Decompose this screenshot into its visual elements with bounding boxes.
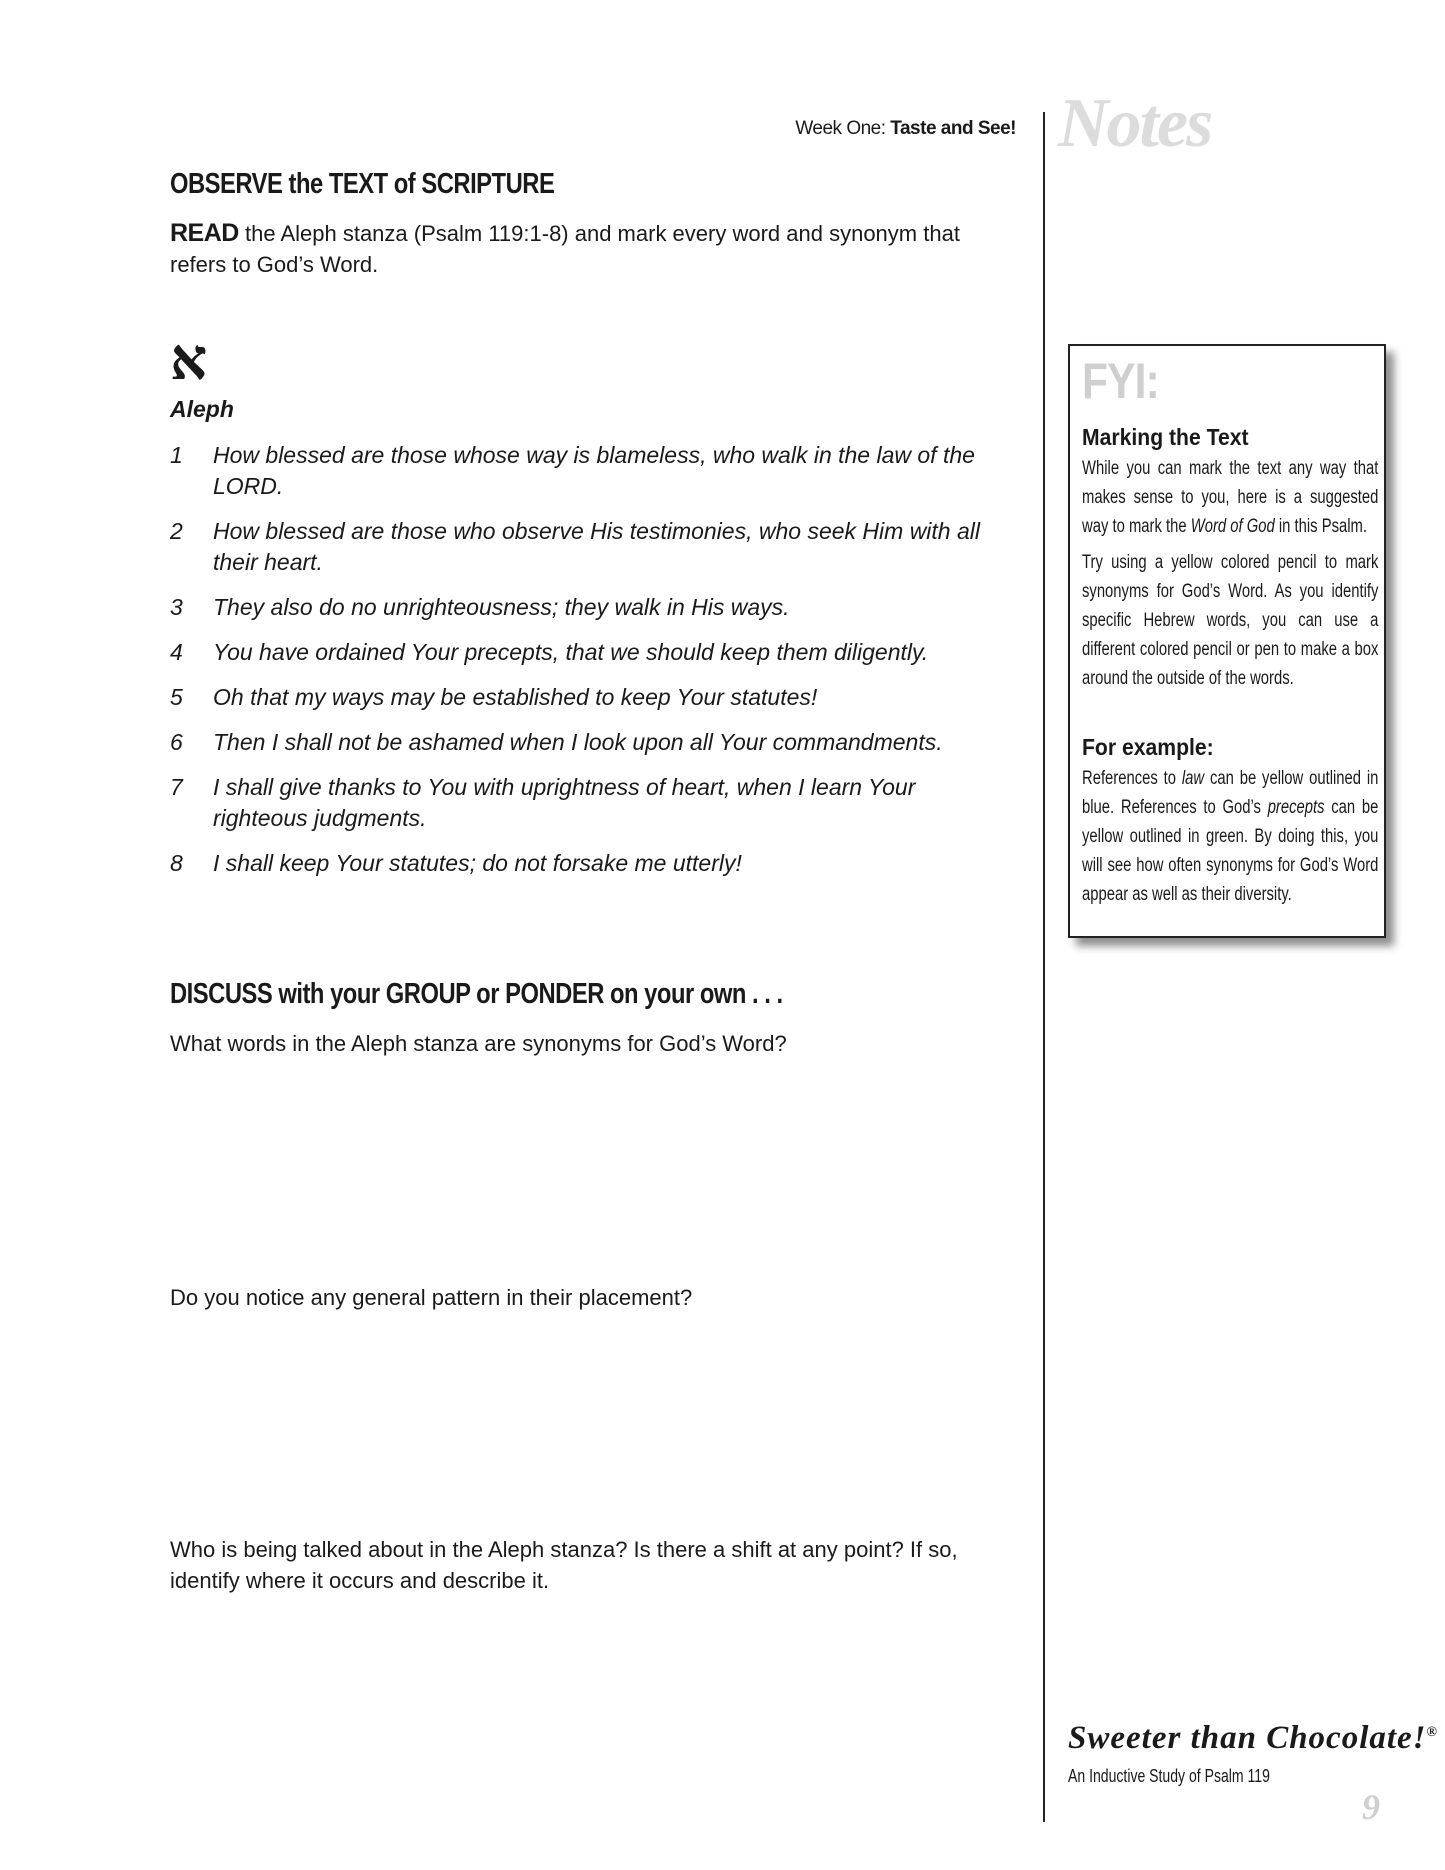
verse-text: You have ordained Your precepts, that we should keep them diligently. <box>213 639 929 665</box>
book-title <box>1068 1720 1438 1757</box>
fyi-subtitle-example: For example: <box>1082 734 1214 760</box>
stanza-name: Aleph <box>170 396 234 422</box>
verse <box>170 637 1010 668</box>
book-title-text: Sweeter than Chocolate! <box>1068 1720 1427 1756</box>
verse-number: 8 <box>170 850 183 876</box>
fyi-emphasis: law <box>1181 768 1205 789</box>
week-title: Taste and See! <box>890 118 1016 139</box>
verse-text: I shall keep Your statutes; do not forsake me utterly! <box>213 850 742 876</box>
verse-number: 6 <box>170 729 183 755</box>
fyi-title: FYI: <box>1082 353 1159 409</box>
book-subtitle: An Inductive Study of Psalm 119 <box>1068 1766 1270 1786</box>
column-divider <box>1043 112 1045 1822</box>
fyi-paragraph: Try using a yellow colored pencil to mark synonyms for God’s Word. As you identify specific Hebrew words, you can use a different colored pencil or pen to make a box around the outside of the words. <box>1082 552 1379 689</box>
verse-number: 1 <box>170 442 183 468</box>
verse-number: 2 <box>170 518 183 544</box>
verse-text: How blessed are those who observe His testimonies, who seek Him with all their heart. <box>213 518 980 575</box>
observe-heading: OBSERVE the TEXT of SCRIPTURE <box>170 168 555 200</box>
aleph-letter-glyph: א <box>170 327 208 392</box>
discussion-question: What words in the Aleph stanza are synonyms for God’s Word? <box>170 1031 787 1056</box>
verse-number: 3 <box>170 594 183 620</box>
fyi-emphasis: Word of God <box>1190 516 1275 537</box>
fyi-box <box>1068 344 1386 938</box>
fyi-text: can be yellow outlined in green. By doing this, you will see how often synonyms for God’s Word appear as well as their diversity. <box>1082 797 1379 905</box>
verse-text: I shall give thanks to You with uprightness of heart, when I learn Your righteous judgments. <box>213 774 916 831</box>
verse <box>170 516 1010 578</box>
read-label: READ <box>170 219 239 247</box>
week-prefix: Week One: <box>795 118 886 139</box>
discuss-heading: DISCUSS with your GROUP or PONDER on your own . . . <box>170 978 783 1010</box>
fyi-text: in this Psalm. <box>1274 516 1367 537</box>
read-text: the Aleph stanza (Psalm 119:1-8) and mark every word and synonym that refers to God’s Word. <box>170 221 960 277</box>
verse <box>170 727 1010 758</box>
verse-text: Oh that my ways may be established to keep Your statutes! <box>213 684 818 710</box>
fyi-paragraph <box>1082 454 1378 541</box>
verse-number: 5 <box>170 684 183 710</box>
verse-number: 4 <box>170 639 183 665</box>
verse <box>170 682 1010 713</box>
verse <box>170 848 1010 879</box>
discussion-question: Who is being talked about in the Aleph stanza? Is there a shift at any point? If so, identify where it occurs and describe it. <box>170 1537 958 1593</box>
read-instruction <box>170 218 1000 280</box>
verse-text: Then I shall not be ashamed when I look upon all Your commandments. <box>213 729 943 755</box>
fyi-paragraph <box>1082 764 1378 909</box>
fyi-subtitle-marking: Marking the Text <box>1082 424 1249 450</box>
page-number: 9 <box>1362 1787 1380 1827</box>
fyi-text: References to <box>1082 768 1182 789</box>
verse <box>170 440 1010 502</box>
fyi-text: While you can mark the text any way that makes sense to you, here is a suggested way to mark the <box>1082 458 1379 537</box>
registered-mark: ® <box>1426 1725 1438 1740</box>
verse-list <box>170 440 1010 893</box>
verse <box>170 592 1010 623</box>
notes-title: Notes <box>1058 85 1212 162</box>
week-label <box>795 118 1016 140</box>
verse <box>170 772 1010 834</box>
fyi-emphasis: precepts <box>1267 797 1325 818</box>
discussion-question: Do you notice any general pattern in their placement? <box>170 1285 693 1310</box>
verse-text: How blessed are those whose way is blameless, who walk in the law of the LORD. <box>213 442 975 499</box>
fyi-text: can be yellow outlined in blue. References to God’s <box>1082 768 1379 818</box>
verse-number: 7 <box>170 774 183 800</box>
verse-text: They also do no unrighteousness; they walk in His ways. <box>213 594 790 620</box>
